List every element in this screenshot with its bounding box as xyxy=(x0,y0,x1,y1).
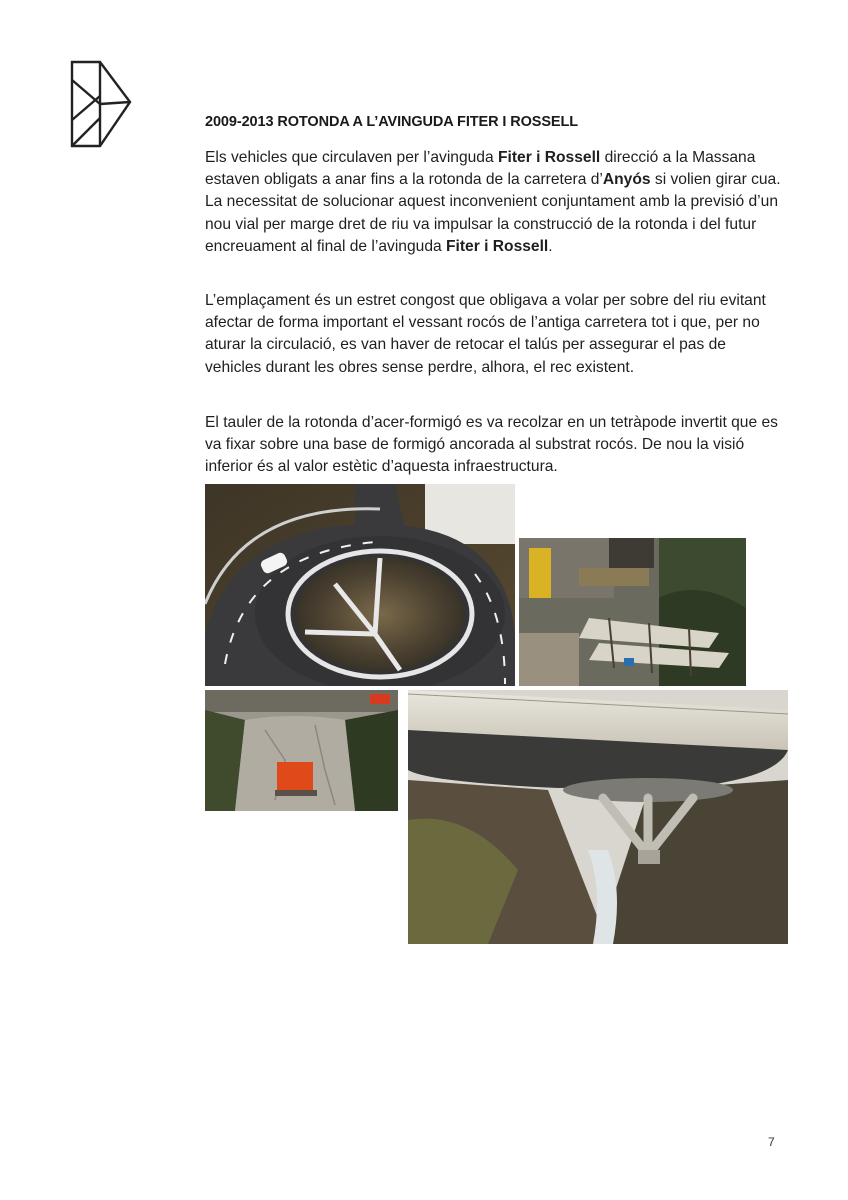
paragraph-site: L’emplaçament és un estret congost que obligava a volar per sobre del riu evitant afectar de forma important el vessant rocós de l’antiga carretera tot i que, per no aturar la circulació, es van haver de retocar el talús per assegurar el pas de vehicles durant les obres sense perdre, alhora, el rec existent. xyxy=(205,292,766,376)
text-run: direcció a la Massana estaven obligats a anar fins a la rotonda de la carretera d’ xyxy=(205,149,756,189)
paragraph-structure: El tauler de la rotonda d’acer-formigó es va recolzar en un tetràpode invertit que es va fixar sobre una base de formigó ancorada al substrat rocós. De nou la visió inferior és al valor estètic d’aquesta infraestructura. xyxy=(205,414,778,476)
text-run: . xyxy=(548,237,553,255)
section-title: 2009-2013 ROTONDA A L’AVINGUDA FITER I ROSSELL xyxy=(205,114,579,130)
bold-place-name: Anyós xyxy=(602,171,651,189)
text-run: si volien girar cua. La necessitat de solucionar aquest inconvenient conjuntament amb la previsió d’un nou vial per marge dret de riu va impulsar la construcció de la rotonda i del futur encreuament al final de l’avinguda xyxy=(205,171,781,255)
construction-site-photo xyxy=(519,538,746,686)
bold-street-name: Fiter i Rossell xyxy=(446,237,549,255)
page-number: 7 xyxy=(768,1135,775,1149)
bold-street-name: Fiter i Rossell xyxy=(497,149,601,166)
text-run: Els vehicles que circulaven per l’avinguda xyxy=(205,149,498,166)
aerial-roundabout-photo xyxy=(205,484,515,686)
paragraph-intro xyxy=(205,147,785,258)
rock-slope-photo xyxy=(205,690,398,811)
studio-logo-icon xyxy=(70,60,132,148)
bridge-underside-photo xyxy=(408,690,788,944)
